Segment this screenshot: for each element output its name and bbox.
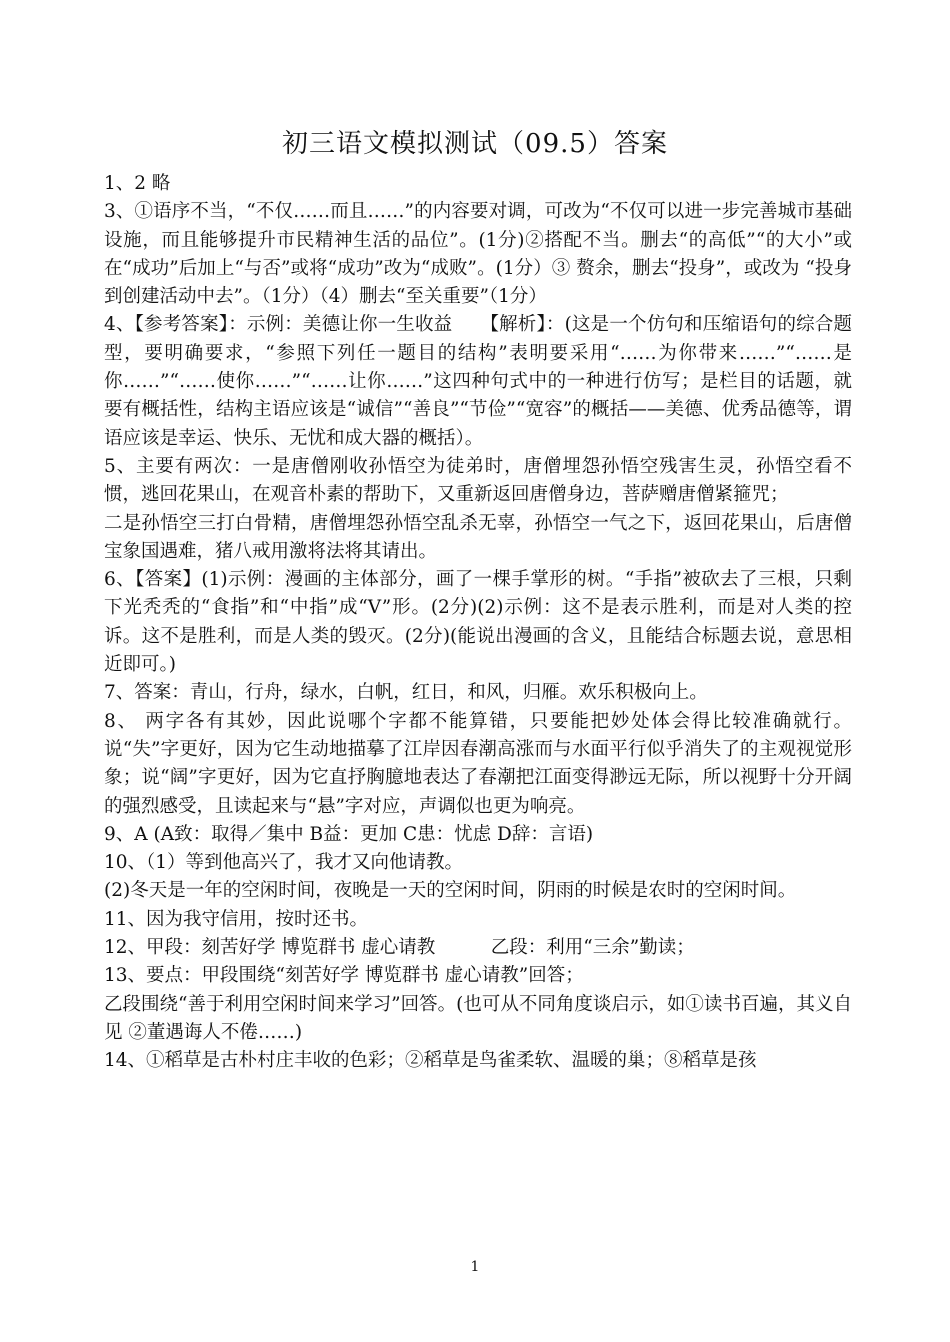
- answer-paragraph: 3、①语序不当，“不仅……而且……”的内容要对调，可改为“不仅可以进一步完善城市基础设施，而且能够提升市民精神生活的品位”。(1分)②搭配不当。删去“的高低”“的大小”或在“成功”后加上“与否”或将“成功”改为“成败”。(1分）③ 赘余，删去“投身”，或改为 “投身到创建活动中去”。（1分）（4）删去“至关重要”（1分）: [104, 201, 852, 308]
- page-number: 1: [470, 1259, 480, 1275]
- answer-paragraph: 13、要点：甲段围绕“刻苦好学 博览群书 虚心请教”回答；: [104, 965, 584, 987]
- answer-paragraph: 9、A (A致：取得／集中 B益：更加 C患：忧虑 D辞：言语): [104, 823, 594, 845]
- answer-paragraph: 乙段围绕“善于利用空闲时间来学习”回答。(也可从不同角度谈启示，如①读书百遍，其义自见 ②董遇诲人不倦……): [104, 993, 852, 1043]
- answer-paragraph: 4、【参考答案】：示例：美德让你一生收益 【解析】：(这是一个仿句和压缩语句的综合题型，要明确要求，“参照下列任一题目的结构”表明要采用“……为你带来……”“……是你……”“……使你……”“……让你……”这四种句式中的一种进行仿写；是栏目的话题，就要有概括性，结构主语应该是“诚信”“善良”“节俭”“宽容”的概括——美德、优秀品德等，谓语应该是幸运、快乐、无忧和成大器的概括）。: [104, 314, 852, 449]
- answer-paragraph: 5、主要有两次：一是唐僧刚收孙悟空为徒弟时，唐僧埋怨孙悟空残害生灵，孙悟空看不惯，逃回花果山，在观音朴素的帮助下，又重新返回唐僧身边，菩萨赠唐僧紧箍咒；: [104, 455, 852, 506]
- answer-paragraph: 8、 两字各有其妙，因此说哪个字都不能算错，只要能把妙处体会得比较准确就行。说“失”字更好，因为它生动地描摹了江岸因春潮高涨而与水面平行似乎消失了的主观视觉形象；说“阔”字更好，因为它直抒胸臆地表达了春潮把江面变得渺远无际，所以视野十分开阔的强烈感受，且读起来与“悬”字对应，声调似也更为响亮。: [104, 710, 852, 817]
- answer-paragraph: 7、答案：青山，行舟，绿水，白帆，红日，和风，归雁。欢乐积极向上。: [104, 682, 708, 704]
- answer-paragraph: 二是孙悟空三打白骨精，唐僧埋怨孙悟空乱杀无辜，孙悟空一气之下，返回花果山，后唐僧宝象国遇难，猪八戒用激将法将其请出。: [104, 512, 852, 562]
- document-title: 初三语文模拟测试（09.5）答案: [282, 129, 668, 159]
- answer-paragraph: 11、因为我守信用，按时还书。: [104, 908, 369, 930]
- answer-paragraph: 10、（1）等到他高兴了，我才又向他请教。: [104, 852, 464, 874]
- answer-paragraph: 12、甲段：刻苦好学 博览群书 虚心请教 乙段：利用“三余”勤读；: [104, 937, 695, 959]
- answer-paragraph: 14、①稻草是古朴村庄丰收的色彩；②稻草是鸟雀柔软、温暖的巢；⑧稻草是孩: [104, 1050, 757, 1072]
- answer-paragraph: (2)冬天是一年的空闲时间，夜晚是一天的空闲时间，阴雨的时候是农时的空闲时间。: [104, 880, 797, 902]
- answer-paragraph: 6、【答案】(1)示例：漫画的主体部分，画了一棵手掌形的树。“手指”被砍去了三根，只剩下光秃秃的“食指”和“中指”成“V”形。(2分)(2)示例：这不是表示胜利，而是对人类的控诉。这不是胜利，而是人类的毁灭。(2分)(能说出漫画的含义，且能结合标题去说，意思相近即可。): [104, 569, 852, 676]
- answer-paragraph: 1、2 略: [104, 173, 171, 194]
- answer-body: [104, 170, 852, 1076]
